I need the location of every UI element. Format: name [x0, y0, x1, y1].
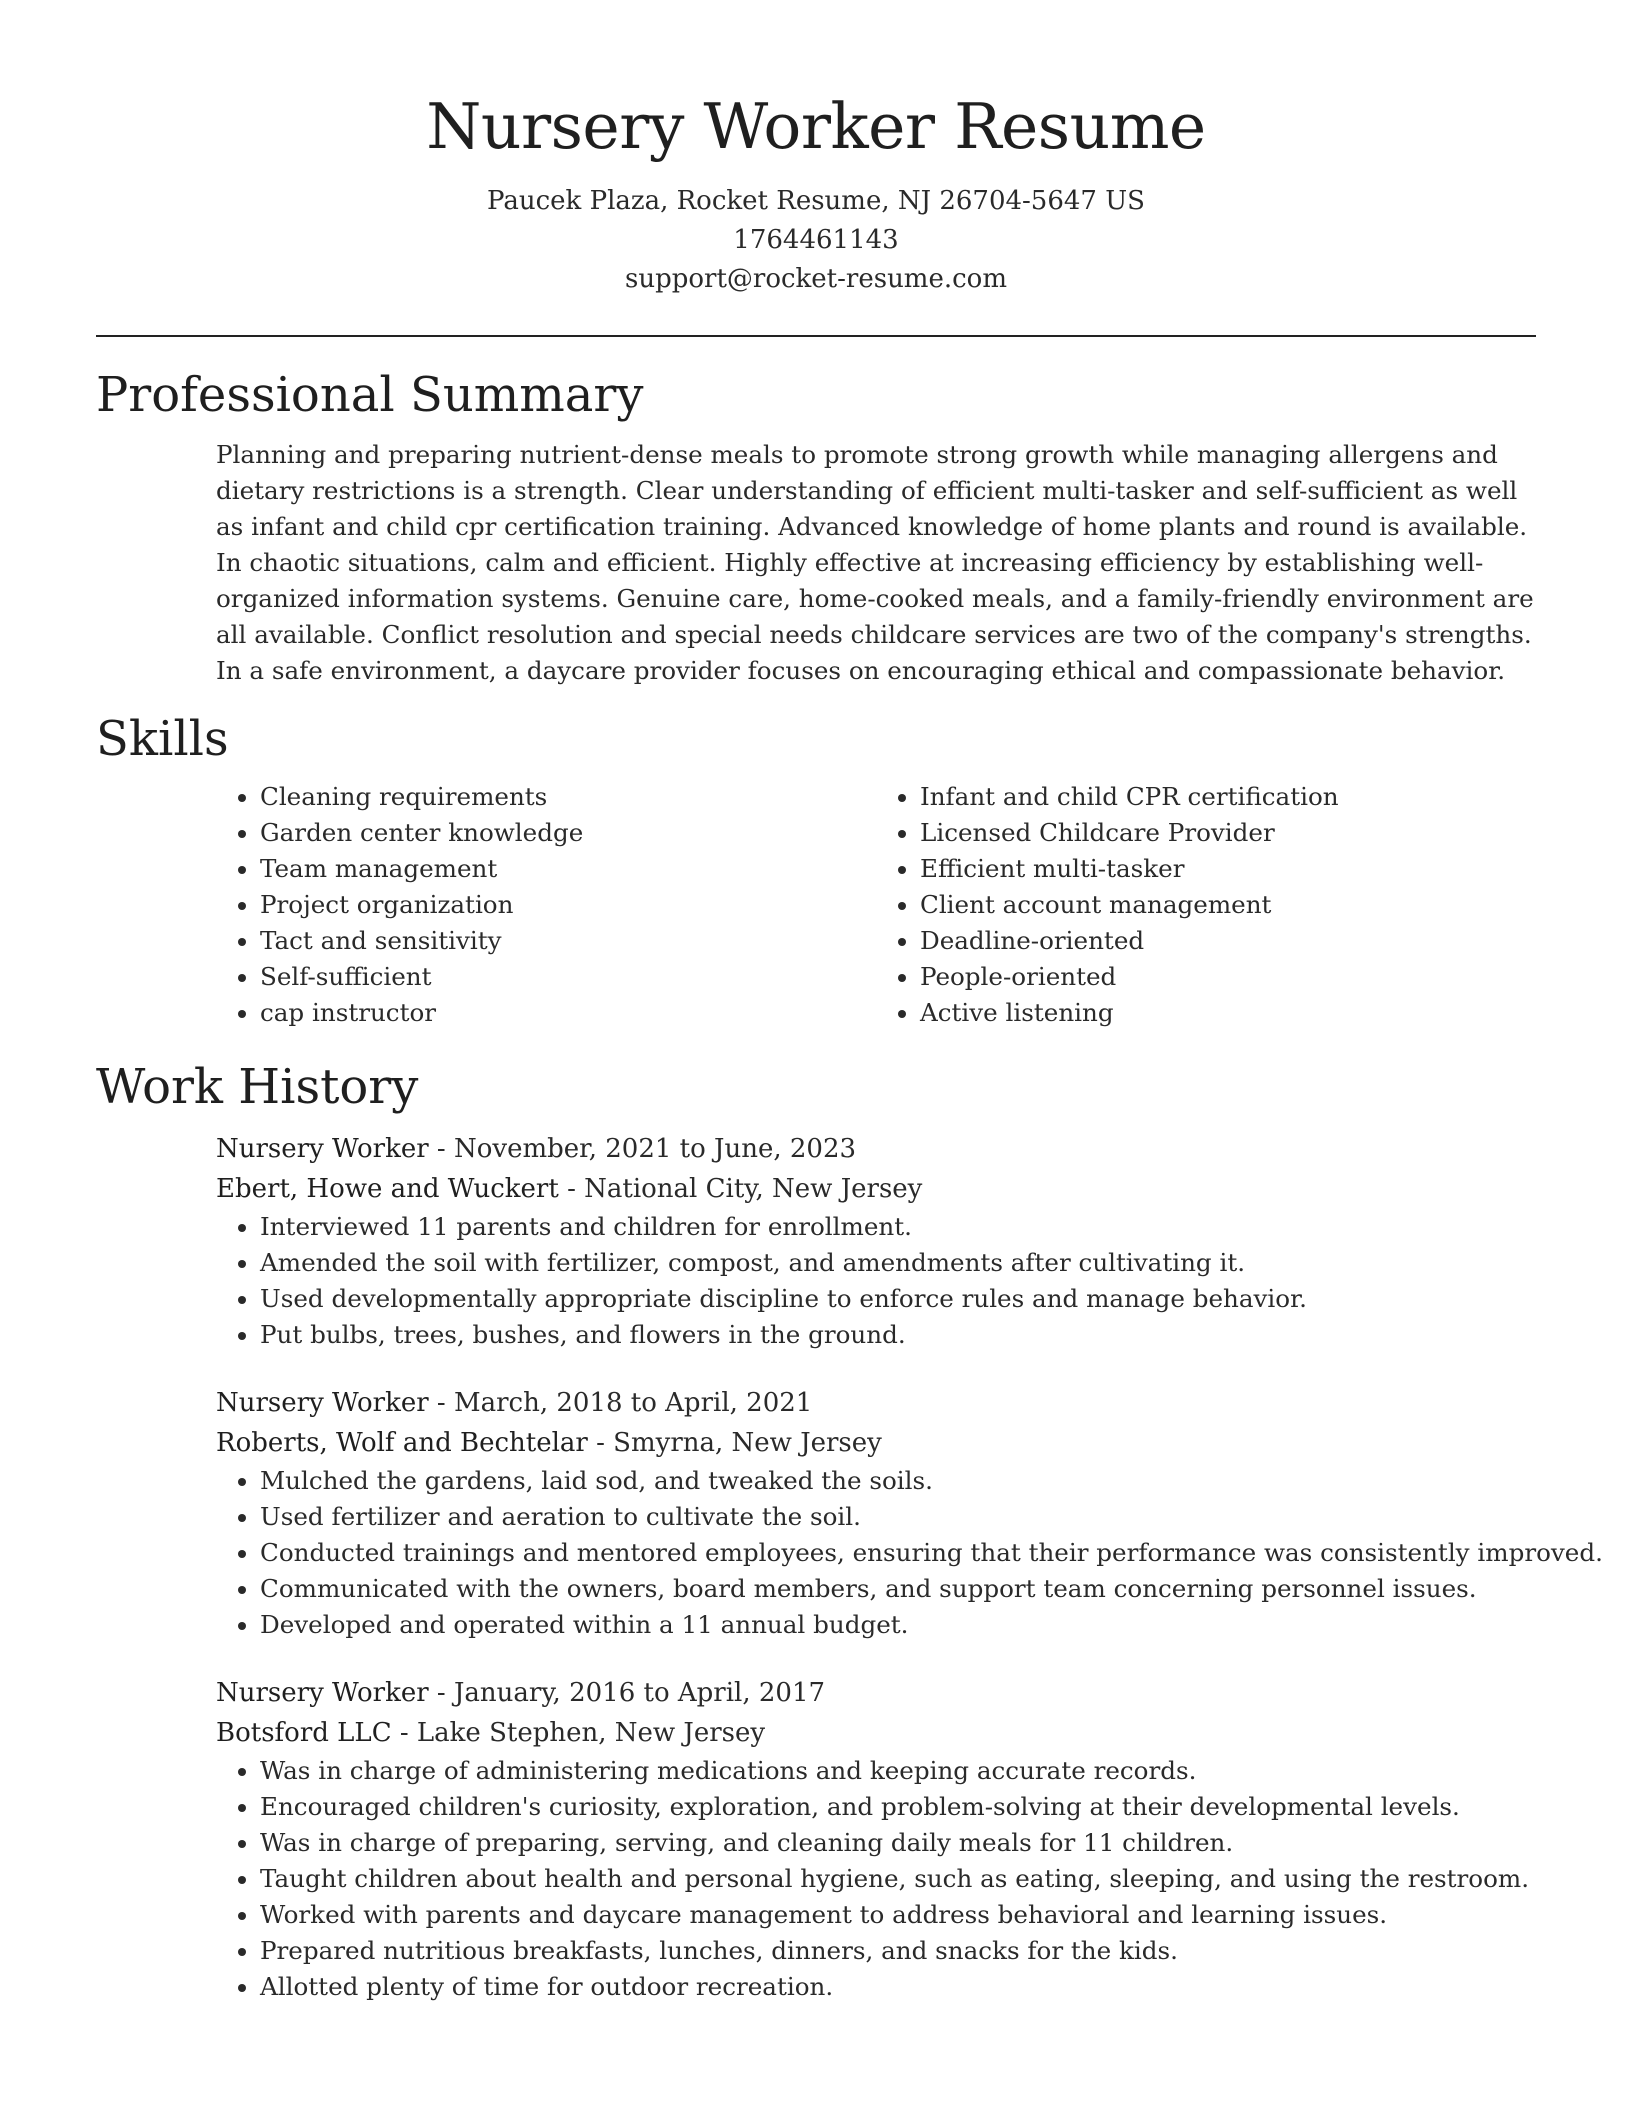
job-dates: - January, 2016 to April, 2017 [436, 1678, 826, 1708]
job-dates: - March, 2018 to April, 2021 [436, 1388, 813, 1418]
job-company-line [216, 1713, 1536, 1753]
job-title: Nursery Worker [216, 1678, 429, 1708]
job-title-line [216, 1673, 1536, 1713]
summary-text: Planning and preparing nutrient-dense meals to promote strong growth while managing allergens and dietary restrictions is a strength. Clear understanding of efficient multi-tasker and self-sufficient as well as infant and child cpr certification training. Advanced knowledge of home plants and round is available. In chaotic situations, calm and efficient. Highly effective at increasing efficiency by establishing well-organized information systems. Genuine care, home-cooked meals, and a family-friendly environment are all available. Conflict resolution and special needs childcare services are two of the company's strengths. In a safe environment, a daycare provider focuses on encouraging ethical and compassionate behavior. [216, 440, 1534, 685]
job-dates: - November, 2021 to June, 2023 [436, 1134, 857, 1164]
skills-section [96, 707, 1536, 1031]
job-bullet: • Put bulbs, trees, bushes, and flowers in the ground. [260, 1317, 1536, 1353]
skills-heading: Skills [96, 711, 229, 767]
skill-item: • Project organization [260, 887, 876, 923]
document-title: Nursery Worker Resume [426, 90, 1206, 163]
contact-address: Paucek Plaza, Rocket Resume, NJ 26704-5647 US [487, 186, 1145, 216]
skills-list-right [876, 779, 1536, 1031]
job-bullet: • Used developmentally appropriate discipline to enforce rules and manage behavior. [260, 1281, 1536, 1317]
skill-item: • Tact and sensitivity [260, 923, 876, 959]
skill-item: • Cleaning requirements [260, 779, 876, 815]
skill-item: • Team management [260, 851, 876, 887]
job-location: - Smyrna, New Jersey [596, 1428, 882, 1458]
summary-heading: Professional Summary [96, 367, 644, 423]
skill-item: • Licensed Childcare Provider [920, 815, 1536, 851]
skill-item: • Active listening [920, 995, 1536, 1031]
job-company: Ebert, Howe and Wuckert [216, 1174, 559, 1204]
job-company: Botsford LLC [216, 1718, 392, 1748]
job-bullet: • Amended the soil with fertilizer, compost, and amendments after cultivating it. [260, 1245, 1536, 1281]
job-company-line [216, 1423, 1536, 1463]
skill-item: • Client account management [920, 887, 1536, 923]
job-bullet: • Was in charge of preparing, serving, and cleaning daily meals for 11 children. [260, 1825, 1536, 1861]
job-bullet: • Conducted trainings and mentored employees, ensuring that their performance was consistently improved. [260, 1535, 1536, 1571]
job-title: Nursery Worker [216, 1388, 429, 1418]
resume-page [96, 0, 1603, 2005]
summary-section [96, 363, 1536, 689]
job-bullet: • Developed and operated within a 11 annual budget. [260, 1607, 1536, 1643]
job-bullets [216, 1463, 1603, 1643]
job-bullet: • Encouraged children's curiosity, exploration, and problem-solving at their developmental levels. [260, 1789, 1536, 1825]
job-entry [216, 1129, 1536, 1353]
job-title: Nursery Worker [216, 1134, 429, 1164]
job-bullet: • Taught children about health and personal hygiene, such as eating, sleeping, and using the restroom. [260, 1861, 1536, 1897]
job-bullets [216, 1209, 1536, 1353]
resume-header [96, 0, 1536, 299]
skills-columns [216, 779, 1536, 1031]
job-bullet: • Prepared nutritious breakfasts, lunches, dinners, and snacks for the kids. [260, 1933, 1536, 1969]
contact-block [96, 182, 1536, 299]
job-company-line [216, 1169, 1536, 1209]
work-heading: Work History [96, 1059, 419, 1115]
skill-item: • Infant and child CPR certification [920, 779, 1536, 815]
job-bullet: • Used fertilizer and aeration to cultivate the soil. [260, 1499, 1536, 1535]
skill-item: • Efficient multi-tasker [920, 851, 1536, 887]
contact-phone: 1764461143 [733, 225, 899, 255]
job-entry [216, 1673, 1536, 2005]
job-company: Roberts, Wolf and Bechtelar [216, 1428, 588, 1458]
contact-email: support@rocket-resume.com [624, 264, 1007, 294]
job-bullet: • Allotted plenty of time for outdoor recreation. [260, 1969, 1536, 2005]
job-title-line [216, 1383, 1536, 1423]
job-bullet: • Worked with parents and daycare management to address behavioral and learning issues. [260, 1897, 1536, 1933]
job-entry [216, 1383, 1603, 1643]
skill-item: • Self-sufficient [260, 959, 876, 995]
job-location: - National City, New Jersey [567, 1174, 923, 1204]
skill-item: • Garden center knowledge [260, 815, 876, 851]
skill-item: • People-oriented [920, 959, 1536, 995]
skill-item: • cap instructor [260, 995, 876, 1031]
job-bullet: • Communicated with the owners, board members, and support team concerning personnel issues. [260, 1571, 1536, 1607]
skill-item: • Deadline-oriented [920, 923, 1536, 959]
job-bullet: • Interviewed 11 parents and children for enrollment. [260, 1209, 1536, 1245]
job-location: - Lake Stephen, New Jersey [399, 1718, 766, 1748]
work-section [96, 1055, 1603, 2005]
header-divider [96, 335, 1536, 337]
job-bullet: • Was in charge of administering medications and keeping accurate records. [260, 1753, 1536, 1789]
skills-list-left [216, 779, 876, 1031]
job-bullets [216, 1753, 1536, 2005]
job-title-line [216, 1129, 1536, 1169]
job-bullet: • Mulched the gardens, laid sod, and tweaked the soils. [260, 1463, 1536, 1499]
